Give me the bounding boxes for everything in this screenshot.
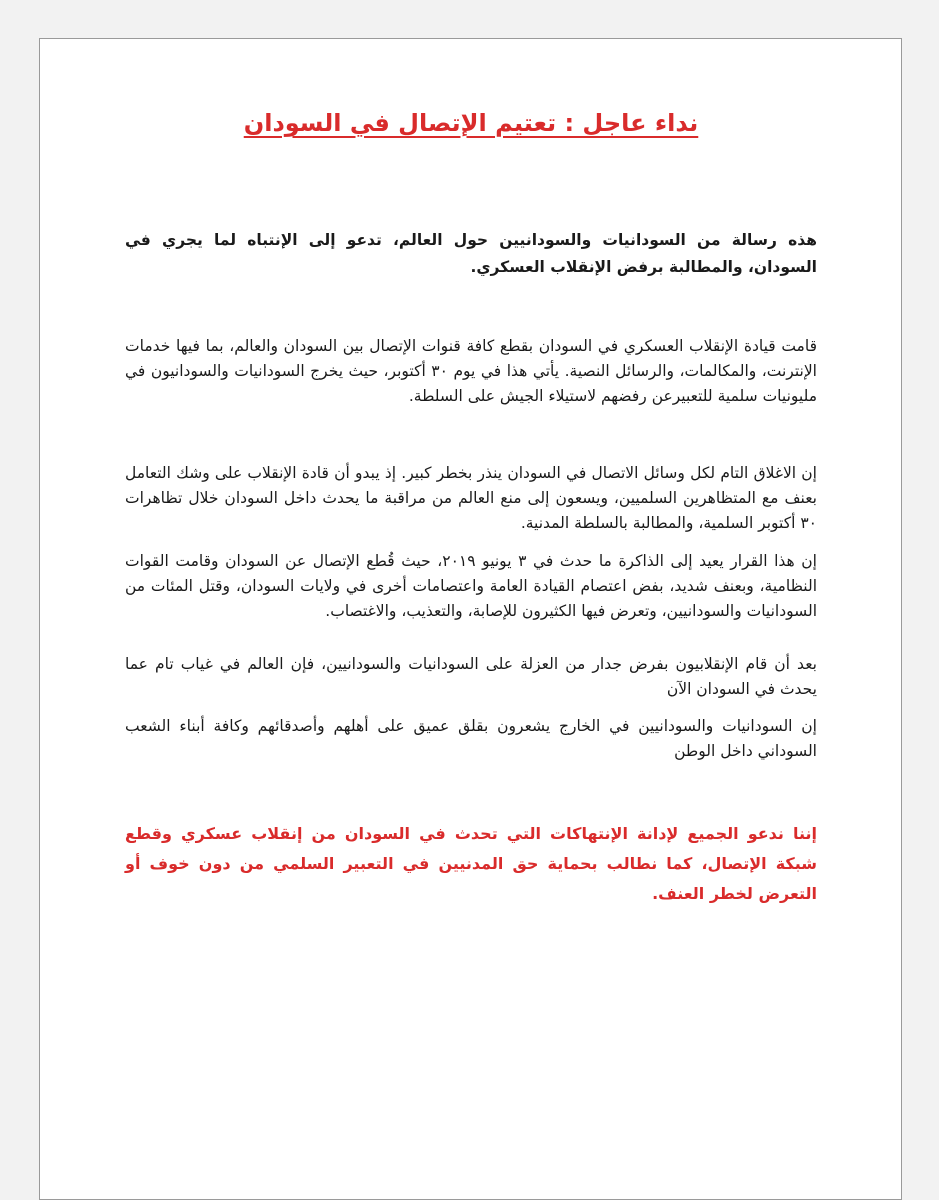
paragraph-communication-cut: قامت قيادة الإنقلاب العسكري في السودان بقطع كافة قنوات الإتصال بين السودان والعالم، بما فيها خدمات الإنترنت، والمكالمات، والرسائل النصية. يأتي هذا في يوم ٣٠ أكتوبر، حيث يخرج السودانيات والسودانيون في مليونيات سلمية للتعبيرعن رفضهم لاستيلاء الجيش على السلطة. — [125, 337, 817, 405]
document-title: نداء عاجل : تعتيم الإتصال في السودان — [243, 109, 699, 137]
paragraph-danger-warning: إن الاغلاق التام لكل وسائل الاتصال في السودان ينذر بخطر كبير. إذ يبدو أن قادة الإنقلاب على وشك التعامل بعنف مع المتظاهرين السلميين، ويسعون إلى منع العالم من مراقبة ما يحدث داخل السودان خلال تظاهرات ٣٠ أكتوبر السلمية، والمطالبة بالسلطة المدنية. — [125, 464, 817, 532]
intro-paragraph: هذه رسالة من السودانيات والسودانيين حول العالم، تدعو إلى الإنتباه لما يجري في السودان، والمطالبة برفض الإنقلاب العسكري. — [125, 231, 817, 276]
paragraph-diaspora-concern: إن السودانيات والسودانيين في الخارج يشعرون بقلق عميق على أهلهم وأصدقائهم وكافة أبناء الشعب السوداني داخل الوطن — [125, 717, 817, 760]
paragraph-isolation: بعد أن قام الإنقلابيون بفرض جدار من العزلة على السودانيات والسودانيين، فإن العالم في غياب تام عما يحدث في السودان الآن — [125, 655, 817, 698]
call-to-action: إننا ندعو الجميع لإدانة الإنتهاكات التي تحدث في السودان من إنقلاب عسكري وقطع شبكة الإتصال، كما نطالب بحماية حق المدنيين في التعبير السلمي من دون خوف أو التعرض لخطر العنف. — [125, 824, 817, 903]
paragraph-june-2019: إن هذا القرار يعيد إلى الذاكرة ما حدث في ٣ يونيو ٢٠١٩، حيث قُطع الإتصال عن السودان وقامت القوات النظامية، وبعنف شديد، بفض اعتصام القيادة العامة واعتصامات أخرى في ولايات السودان، وقتل المئات من السودانيات والسودانيين، وتعرض فيها الكثيرون للإصابة، والتعذيب، والاغتصاب. — [125, 552, 817, 620]
document-page — [39, 38, 902, 1200]
